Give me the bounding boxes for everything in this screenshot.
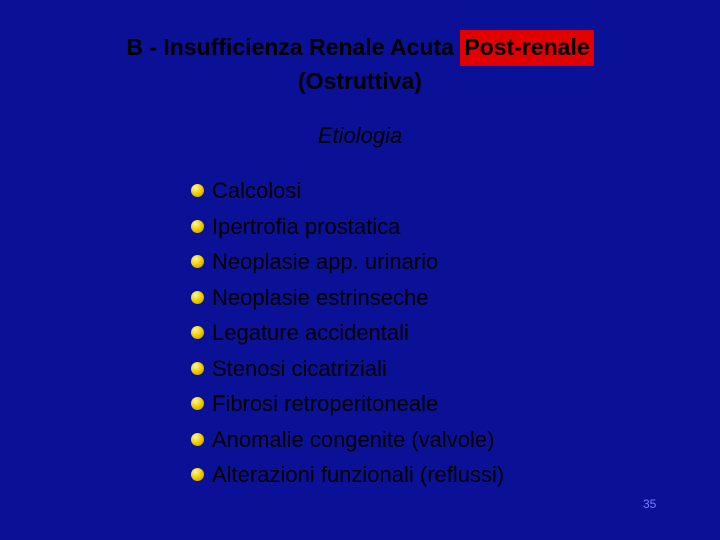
list-item xyxy=(191,209,504,245)
slide-title xyxy=(0,30,720,98)
list-item xyxy=(191,173,504,209)
page-number: 35 xyxy=(643,497,657,511)
bullet-dot-icon xyxy=(191,433,204,446)
bullet-dot-icon xyxy=(191,255,204,268)
bullet-dot-icon xyxy=(191,468,204,481)
list-item-text: Calcolosi xyxy=(212,178,302,203)
bullet-dot-icon xyxy=(191,326,204,339)
bullet-dot-icon xyxy=(191,397,204,410)
list-item-text: Anomalie congenite (valvole) xyxy=(212,426,495,452)
list-item xyxy=(191,244,504,280)
list-item-text: Ipertrofia prostatica xyxy=(212,213,401,239)
bullet-list xyxy=(191,173,504,493)
title-line-2: (Ostruttiva) xyxy=(298,68,422,94)
title-text: B - Insufficienza Renale Acuta xyxy=(126,34,461,60)
bullet-dot-icon xyxy=(191,184,204,197)
list-item-text: Neoplasie app. urinario xyxy=(212,249,439,274)
bullet-dot-icon xyxy=(191,362,204,375)
bullet-dot-icon xyxy=(191,291,204,304)
list-item xyxy=(191,351,504,387)
title-line-1 xyxy=(0,30,720,64)
list-item xyxy=(191,386,504,422)
list-item-text: Fibrosi retroperitoneale xyxy=(212,391,439,416)
bullet-dot-icon xyxy=(191,220,204,233)
list-item-text: Neoplasie estrinseche xyxy=(212,284,429,310)
list-item-text: Stenosi cicatriziali xyxy=(212,355,387,381)
list-item xyxy=(191,280,504,316)
title-highlight: Post-renale xyxy=(460,30,593,66)
list-item-text: Legature accidentali xyxy=(212,320,409,345)
list-item-text: Alterazioni funzionali (reflussi) xyxy=(212,462,505,487)
list-item xyxy=(191,457,504,493)
list-item xyxy=(191,315,504,351)
slide-subtitle: Etiologia xyxy=(317,123,403,148)
list-item xyxy=(191,422,504,458)
